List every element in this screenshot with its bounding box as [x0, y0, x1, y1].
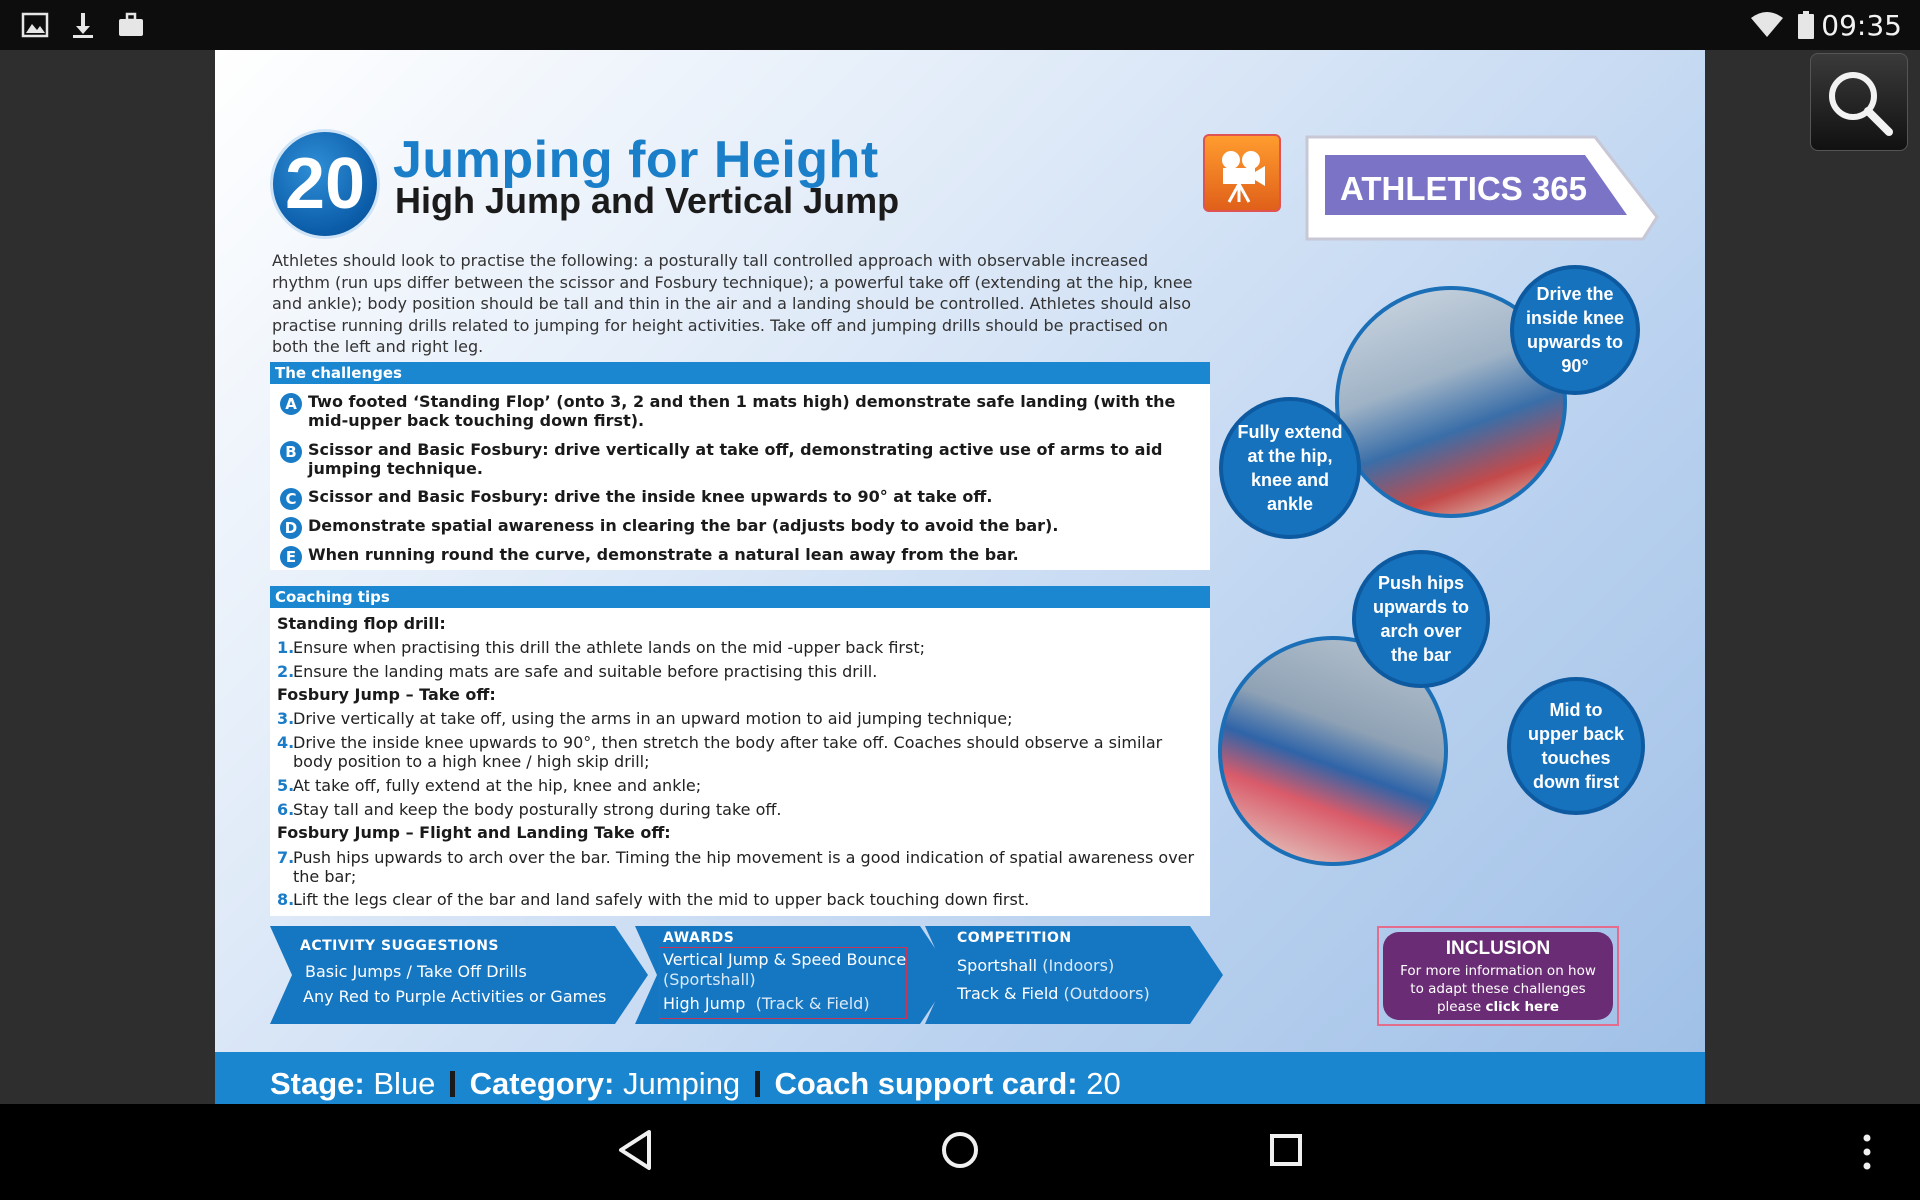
- tip-number: 6.: [277, 800, 295, 819]
- award-link-sub: (Track & Field): [755, 994, 870, 1013]
- athletics-365-logo: [1305, 135, 1661, 241]
- card-value: 20: [1086, 1066, 1121, 1101]
- activity-label: ACTIVITY SUGGESTIONS: [300, 938, 500, 954]
- competition-item[interactable]: [957, 956, 1114, 975]
- competition-main: Track & Field: [957, 984, 1059, 1003]
- challenge-text: When running round the curve, demonstrate a natural lean away from the bar.: [308, 545, 1019, 564]
- footer-divider: [450, 1071, 455, 1097]
- tip-bubble-drive-knee: Drive the inside knee upwards to 90°: [1510, 265, 1640, 395]
- tip-text: Ensure the landing mats are safe and suitable before practising this drill.: [293, 662, 878, 681]
- brand-text: ATHLETICS 365: [1340, 170, 1587, 207]
- challenge-text: Two footed ‘Standing Flop’ (onto 3, 2 and then 1 mats high) demonstrate safe landing (with the mid-upper back touching down first).: [308, 392, 1176, 430]
- challenge-text: Demonstrate spatial awareness in clearing the bar (adjusts body to avoid the bar).: [308, 516, 1059, 535]
- page-title: Jumping for Height: [393, 131, 879, 189]
- clock: 09:35: [1821, 9, 1902, 42]
- challenge-letter: C: [280, 488, 302, 510]
- tip-text: Drive the inside knee upwards to 90°, then stretch the body after take off. Coaches should observe a similar body position to a high knee / high skip drill;: [293, 733, 1163, 771]
- footer-divider: [755, 1071, 760, 1097]
- footer-text: [270, 1066, 1121, 1102]
- inclusion-line: For more information on how: [1400, 963, 1596, 979]
- recents-icon[interactable]: [1268, 1132, 1304, 1168]
- competition-label: COMPETITION: [957, 930, 1072, 946]
- award-link-sub: (Sportshall): [663, 970, 756, 989]
- briefcase-icon: [116, 10, 146, 40]
- inclusion-title: INCLUSION: [1445, 938, 1551, 959]
- award-link[interactable]: Vertical Jump & Speed Bounce: [663, 950, 907, 969]
- wifi-icon: [1750, 10, 1784, 40]
- challenge-letter: D: [280, 517, 302, 539]
- back-icon[interactable]: [615, 1128, 655, 1172]
- inclusion-click-here-link[interactable]: click here: [1485, 999, 1560, 1015]
- tip-text: Stay tall and keep the body posturally strong during take off.: [293, 800, 782, 819]
- category-label: Category:: [469, 1066, 615, 1101]
- video-camera-icon[interactable]: [1203, 134, 1281, 212]
- inclusion-box[interactable]: [1377, 926, 1619, 1026]
- award-link[interactable]: [663, 994, 870, 1013]
- competition-sub: (Indoors): [1042, 956, 1115, 975]
- activity-item[interactable]: Any Red to Purple Activities or Games: [303, 987, 607, 1006]
- tip-group-heading: Fosbury Jump – Take off:: [277, 685, 496, 704]
- inclusion-line-pre: please: [1436, 999, 1482, 1015]
- home-icon[interactable]: [940, 1130, 980, 1170]
- competition-item[interactable]: [957, 984, 1150, 1003]
- competition-sub: (Outdoors): [1063, 984, 1150, 1003]
- challenge-letter: A: [280, 393, 302, 415]
- stage-label: Stage:: [270, 1066, 365, 1101]
- search-button[interactable]: [1810, 53, 1908, 151]
- tip-text: At take off, fully extend at the hip, knee and ankle;: [293, 776, 702, 795]
- tip-number: 5.: [277, 776, 295, 795]
- tip-group-heading: Standing flop drill:: [277, 614, 446, 633]
- status-bar: [0, 0, 1920, 50]
- challenge-letter: B: [280, 441, 302, 463]
- award-link-main: High Jump: [663, 994, 746, 1013]
- tip-text: Lift the legs clear of the bar and land safely with the mid to upper back touching down first.: [293, 890, 1030, 909]
- awards-label: AWARDS: [663, 930, 735, 946]
- card-number: 20: [270, 129, 380, 239]
- activity-item[interactable]: Basic Jumps / Take Off Drills: [305, 962, 527, 981]
- card-label: Coach support card:: [774, 1066, 1078, 1101]
- card-footer: [215, 1052, 1705, 1104]
- tip-number: 1.: [277, 638, 295, 657]
- tip-number: 4.: [277, 733, 295, 752]
- tip-bubble-fully-extend: Fully extend at the hip, knee and ankle: [1219, 397, 1361, 539]
- tip-number: 7.: [277, 848, 295, 867]
- tip-bubble-push-hips: Push hips upwards to arch over the bar: [1352, 550, 1490, 688]
- competition-main: Sportshall: [957, 956, 1038, 975]
- challenges-panel: [270, 384, 1210, 570]
- tip-number: 8.: [277, 890, 295, 909]
- tip-number: 2.: [277, 662, 295, 681]
- tip-bubble-mid-back: Mid to upper back touches down first: [1507, 677, 1645, 815]
- video-camera-glyph: [1205, 136, 1279, 210]
- challenge-text: Scissor and Basic Fosbury: drive vertically at take off, demonstrating active use of arms to aid jumping technique.: [308, 440, 1163, 478]
- challenge-text: Scissor and Basic Fosbury: drive the inside knee upwards to 90° at take off.: [308, 487, 993, 506]
- page-subtitle: High Jump and Vertical Jump: [395, 180, 900, 221]
- stage-value: Blue: [373, 1066, 436, 1101]
- tip-text: Push hips upwards to arch over the bar. Timing the hip movement is a good indication of spatial awareness over the bar;: [293, 848, 1195, 886]
- battery-icon: [1796, 10, 1816, 40]
- navigation-bar: [0, 1104, 1920, 1200]
- challenge-letter: E: [280, 546, 302, 568]
- challenges-heading: The challenges: [270, 362, 1210, 384]
- inclusion-panel: [1383, 932, 1613, 1020]
- tip-text: Ensure when practising this drill the athlete lands on the mid -upper back first;: [293, 638, 925, 657]
- coaching-panel: [270, 608, 1210, 916]
- tip-number: 3.: [277, 709, 295, 728]
- coaching-heading: Coaching tips: [270, 586, 1210, 608]
- inclusion-line: to adapt these challenges: [1410, 981, 1586, 997]
- download-icon: [68, 10, 98, 40]
- tip-text: Drive vertically at take off, using the arms in an upward motion to aid jumping technique;: [293, 709, 1013, 728]
- category-value: Jumping: [623, 1066, 741, 1101]
- intro-paragraph: Athletes should look to practise the following: a posturally tall controlled approach with observable increased rhythm (run ups differ between the scissor and Fosbury technique); a powerful take off (extending at the hip, knee and ankle); body position should be tall and thin in the air and a landing should be controlled. Athletes should also practise running drills related to jumping for height activities. Take off and jumping drills should be practised on both the left and right leg.: [272, 251, 1193, 356]
- tip-group-heading: Fosbury Jump – Flight and Landing Take off:: [277, 823, 671, 842]
- image-icon: [20, 10, 50, 40]
- search-icon: [1811, 54, 1909, 152]
- overflow-menu-icon[interactable]: [1860, 1132, 1874, 1172]
- document-page[interactable]: [215, 50, 1705, 1104]
- inclusion-line: [1383, 998, 1613, 1016]
